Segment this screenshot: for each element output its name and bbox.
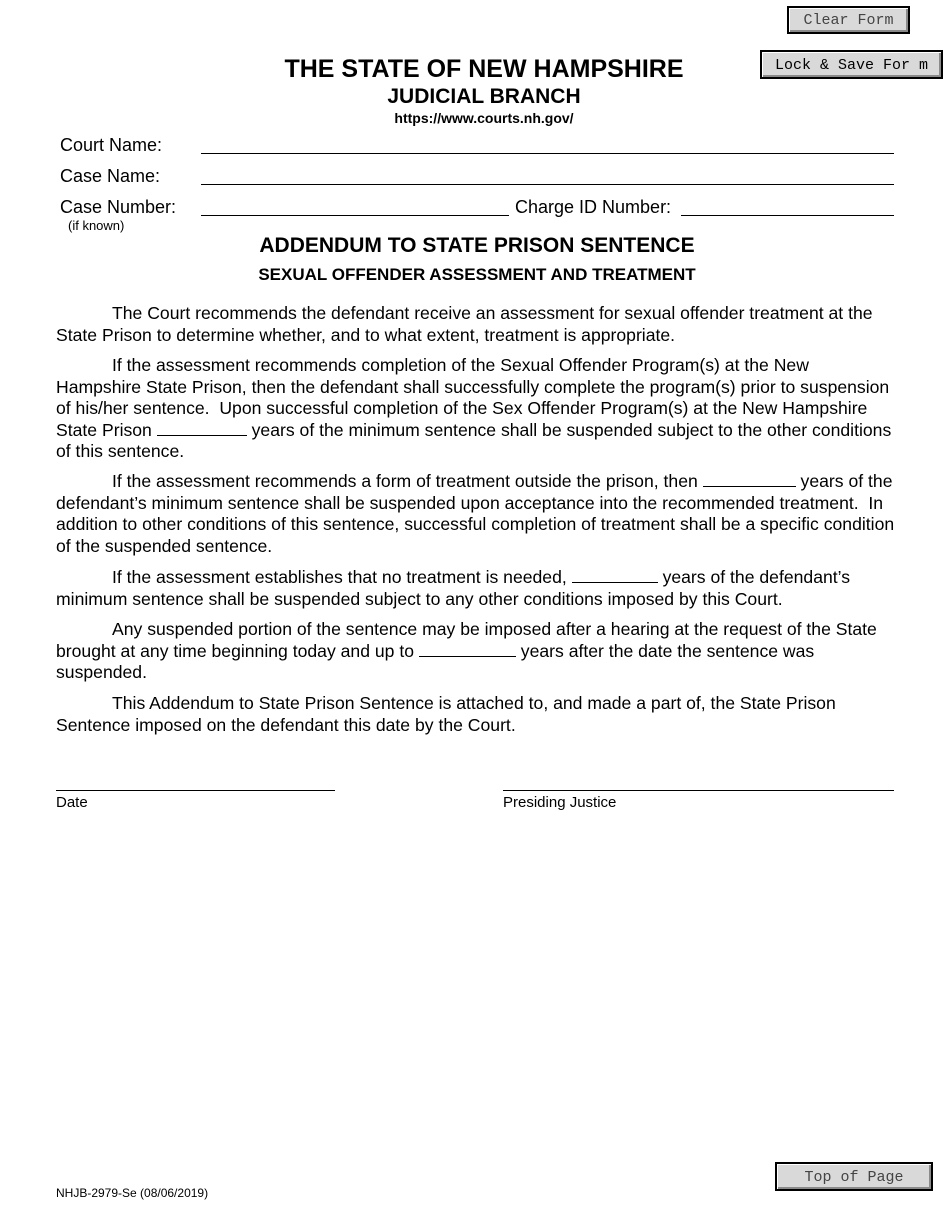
case-number-field[interactable] <box>201 215 509 216</box>
clear-form-button[interactable]: Clear Form <box>787 6 910 34</box>
branch-heading: JUDICIAL BRANCH <box>387 85 581 108</box>
court-name-label: Court Name: <box>60 135 163 155</box>
paragraph-4 <box>56 567 896 610</box>
paragraph-5-text-a: Any suspended portion of the sentence may be imposed after a hearing at the request of the State brought at any time beginning today and up to <box>56 619 877 661</box>
paragraph-1-text: The Court recommends the defendant receive an assessment for sexual offender treatment at the State Prison to determine whether, and to what extent, treatment is appropriate. <box>56 303 873 345</box>
paragraph-2 <box>56 355 896 463</box>
paragraph-3-text-a: If the assessment recommends a form of treatment outside the prison, then <box>112 471 698 491</box>
charge-id-label: Charge ID Number: <box>515 197 672 217</box>
presiding-justice-label: Presiding Justice <box>503 794 617 811</box>
paragraph-6 <box>56 693 896 736</box>
case-number-label: Case Number: <box>60 197 177 217</box>
paragraph-5-text-b: years after the date the sentence was suspended. <box>56 640 815 682</box>
top-of-page-button[interactable]: Top of Page <box>775 1162 933 1191</box>
paragraph-2-text-b: years of the minimum sentence shall be suspended subject to the other conditions of this sentence. <box>56 419 892 461</box>
form-code: NHJB-2979-Se (08/06/2019) <box>56 1186 209 1200</box>
paragraph-6-text: This Addendum to State Prison Sentence is attached to, and made a part of, the State Prison Sentence imposed on the defendant this date by the Court. <box>56 693 836 735</box>
paragraph-4-text-b: years of the defendant’s minimum sentence shall be suspended subject to any other conditions imposed by this Court. <box>56 567 851 609</box>
program-years-field[interactable] <box>157 420 247 436</box>
no-treatment-years-field[interactable] <box>572 567 658 583</box>
paragraph-4-text-a: If the assessment establishes that no treatment is needed, <box>112 567 567 587</box>
paragraph-1 <box>56 303 896 346</box>
paragraph-3 <box>56 471 896 557</box>
date-label: Date <box>56 794 88 811</box>
outside-treatment-years-field[interactable] <box>703 471 796 487</box>
court-name-field[interactable] <box>201 153 894 154</box>
addendum-subtitle: SEXUAL OFFENDER ASSESSMENT AND TREATMENT <box>258 265 696 284</box>
imposition-years-field[interactable] <box>419 641 516 657</box>
paragraph-5 <box>56 619 896 684</box>
addendum-title: ADDENDUM TO STATE PRISON SENTENCE <box>259 234 695 257</box>
paragraph-3-text-b: years of the defendant’s minimum sentence shall be suspended upon acceptance into the recommended treatment. In addition to other conditions of this sentence, successful completion of treatment shall be a specific condition of the suspended sentence. <box>56 471 895 556</box>
justice-signature-line[interactable] <box>503 790 894 791</box>
case-number-note: (if known) <box>68 218 125 233</box>
paragraph-2-text-a: If the assessment recommends completion of the Sexual Offender Program(s) at the New Hampshire State Prison, then the defendant shall successfully complete the program(s) prior to suspension of his/her sentence. Upon successful completion of the Sex Offender Program(s) at the New Hampshire State Prison <box>56 355 890 440</box>
case-name-field[interactable] <box>201 184 894 185</box>
charge-id-field[interactable] <box>681 215 894 216</box>
date-signature-line[interactable] <box>56 790 335 791</box>
case-name-label: Case Name: <box>60 166 161 186</box>
court-url: https://www.courts.nh.gov/ <box>394 110 574 126</box>
lock-save-form-button[interactable]: Lock & Save For m <box>760 50 943 79</box>
state-heading: THE STATE OF NEW HAMPSHIRE <box>284 55 684 83</box>
